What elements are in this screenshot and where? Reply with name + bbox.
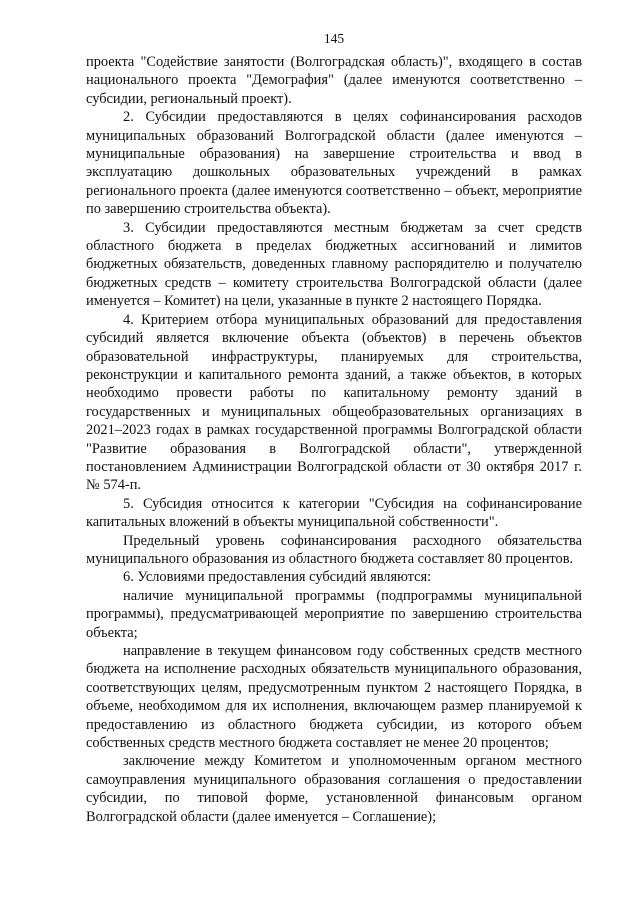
paragraph-continuation: проекта "Содействие занятости (Волгоградская область)", входящего в состав национального проекта "Демография" (далее именуются соответственно – субсидии, региональный проект). — [86, 54, 582, 107]
page-number: 145 — [323, 31, 345, 46]
paragraph-2: 2. Субсидии предоставляются в целях софинансирования расходов муниципальных образований Волгоградской области (далее именуются – муниципальные образования) на завершение строительства и ввод в эксплуатацию дошкольных образовательных учреждений в рамках регионального проекта (далее именуются соответственно – объект, мероприятие по завершению строительства объекта). — [86, 109, 582, 218]
condition-agreement: заключение между Комитетом и уполномоченным органом местного самоуправления муниципального образования соглашения о предоставлении субсидии, по типовой форме, установленной финансовым органом Волгоградской области (далее именуется – Соглашение); — [86, 753, 582, 825]
paragraph-6: 6. Условиями предоставления субсидий являются: — [123, 569, 432, 586]
condition-program: наличие муниципальной программы (подпрограммы муниципальной программы), предусматривающей мероприятие по завершению строительства объекта; — [86, 587, 582, 641]
paragraph-cofinancing-level: Предельный уровень софинансирования расходного обязательства муниципального образования из областного бюджета составляет 80 процентов. — [86, 532, 582, 567]
condition-own-funds: направление в текущем финансовом году собственных средств местного бюджета на исполнение расходных обязательств муниципального образования, соответствующих целям, предусмотренным пунктом 2 настоящего Порядка, в объеме, необходимом для их исполнения, включающем размер планируемой к предоставлению из областного бюджета субсидии, из которого объем собственных средств местного бюджета составляет не менее 20 процентов; — [86, 643, 582, 752]
paragraph-3: 3. Субсидии предоставляются местным бюджетам за счет средств областного бюджета в пределах бюджетных ассигнований и лимитов бюджетных обязательств, доведенных главному распорядителю и получателю бюджетных средств – комитету строительства Волгоградской области (далее именуется – Комитет) на цели, указанные в пункте 2 настоящего Порядка. — [86, 219, 582, 310]
paragraph-5: 5. Субсидия относится к категории "Субсидия на софинансирование капитальных вложений в объекты муниципальной собственности". — [86, 495, 582, 531]
paragraph-4: 4. Критерием отбора муниципальных образований для предоставления субсидий является включение объекта (объектов) в перечень объектов образовательной инфраструктуры, планируемых для строительства, реконструкции и капитального ремонта зданий, а также объектов, в которых необходимо провести работы по капитальному ремонту зданий в государственных и муниципальных общеобразовательных организациях в 2021–2023 годах в рамках государственной программы Волгоградской области "Развитие образования в Волгоградской области", утвержденной постановлением Администрации Волгоградской области от 30 октября 2017 г. № 574-п. — [86, 311, 582, 494]
